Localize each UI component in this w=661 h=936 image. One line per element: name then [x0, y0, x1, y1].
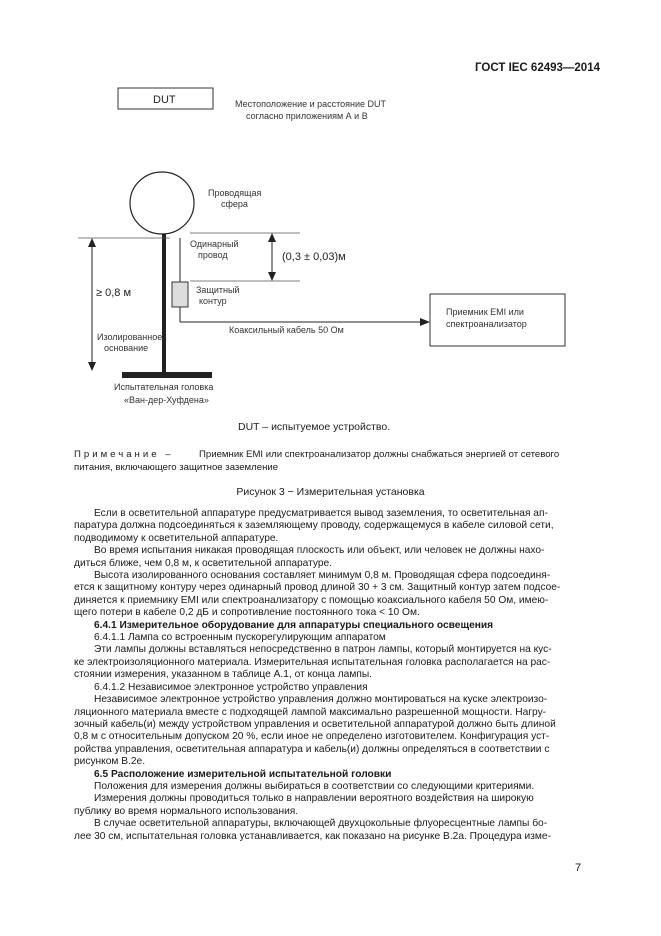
p5-l1: Независимое электронное устройство управления должно монтироваться на куске электроизо-: [94, 694, 548, 706]
cable-label: Коаксильный кабель 50 Ом: [229, 325, 344, 335]
p3-l3: диняется к приемнику EMI или спектроанализатору с помощью коаксиального кабеля 50 Ом, имею-: [74, 594, 549, 606]
p8-l1: В случае осветительной аппаратуры, включающей двухцокольные флуоресцентные лампы бо-: [94, 818, 548, 830]
p4-l2: ке электроизоляционного материала. Измерительная испытательная головка располагается на рас-: [74, 656, 551, 668]
body-text: [74, 508, 584, 843]
p1-l3: подводимому к осветительной аппаратуре.: [74, 532, 279, 544]
page-number: 7: [575, 862, 582, 874]
p4-l3: стоянии измерения, указанном в таблице А.1, от конца лампы.: [74, 669, 372, 681]
sphere-label-1: Проводящая: [208, 188, 262, 198]
protective-contour: [172, 282, 188, 307]
wire-label-1: Одинарный: [190, 239, 239, 249]
mast: [162, 234, 166, 374]
location-label-2: согласно приложениям А и В: [246, 111, 368, 121]
head-label-2: «Ван-дер-Хуфдена»: [124, 395, 209, 405]
head-label-1: Испытательная головка: [114, 382, 214, 392]
sphere-label-2: сфера: [221, 199, 248, 209]
wire-label-2: провод: [198, 250, 228, 260]
p4-l1: Эти лампы должны вставляться непосредственно в патрон лампы, который монтируется на кус-: [94, 644, 552, 656]
note-label: Примечание –: [74, 449, 174, 460]
p6-l1: Положения для измерения должны выбираться в соответствии со следующими критериями.: [94, 780, 535, 792]
p7-l1: Измерения должны проводиться только в направлении вероятного воздействия на широкую: [94, 793, 534, 805]
figure-title: Рисунок 3 − Измерительная установка: [236, 486, 425, 498]
contour-label-1: Защитный: [196, 285, 240, 295]
height-label: ≥ 0,8 м: [96, 287, 132, 299]
p1-l1: Если в осветительной аппаратуре предусматривается вывод заземления, то осветительная ап-: [94, 508, 548, 519]
note-line-1: Приемник EMI или спектроанализатор должны снабжаться энергией от сетевого: [199, 449, 560, 460]
section-6-4-1: 6.4.1 Измерительное оборудование для аппаратуры специального освещения: [94, 619, 494, 631]
p5-l2: ляционного материала вместе с подходящей лампой максимально разрешенной мощности. Нагру-: [74, 706, 547, 718]
p3-l2: ется к защитному контуру через одинарный провод длиной 30 + 3 см. Защитный контур затем подсое-: [74, 582, 561, 594]
standard-header: ГОСТ IEC 62493—2014: [475, 62, 600, 74]
p5-l3: зочный кабель(и) между устройством управления и осветительной аппаратурой должно быть длиной: [74, 718, 556, 730]
p8-l2: лее 30 см, испытательная головка устанавливается, как показано на рисунке В.2а. Процедура изме-: [74, 830, 551, 842]
measurement-setup-diagram: [0, 0, 661, 440]
note-line-2: питания, включающего защитное заземление: [74, 462, 279, 473]
base-label-2: основание: [104, 343, 149, 353]
section-6-4-1-1: 6.4.1.1 Лампа со встроенным пускорегулирующим аппаратом: [94, 632, 386, 644]
receiver-label-1: Приемник EMI или: [446, 307, 524, 317]
section-6-4-1-2: 6.4.1.2 Независимое электронное устройство управления: [94, 681, 368, 693]
p1-l2: паратура должна подсоединяться к заземляющему проводу, содержащемуся в кабеле силовой сети,: [74, 520, 554, 532]
p5-l6: рисунком В.2е.: [74, 756, 146, 768]
dut-box-label: DUT: [153, 94, 176, 106]
location-label-1: Местоположение и расстояние DUT: [235, 99, 387, 109]
p5-l4: 0,8 м с относительным допуском 20 %, если иное не определено изготовителем. Конфигурация уст-: [74, 731, 550, 743]
p7-l2: публику во время нормального использования.: [74, 805, 299, 817]
p2-l2: диться ближе, чем 0,8 м, к осветительной аппаратуре.: [74, 557, 333, 569]
p3-l1: Высота изолированного основания составляет минимум 0,8 м. Проводящая сфера подсоединя-: [94, 570, 551, 582]
test-head-base: [122, 372, 212, 378]
base-label-1: Изолированное: [97, 332, 163, 342]
p3-l4: щего потери в кабеле 0,2 дБ и сопротивление постоянного тока < 10 Ом.: [74, 607, 420, 619]
dut-caption: DUT – испытуемое устройство.: [238, 421, 391, 433]
p2-l1: Во время испытания никакая проводящая плоскость или объект, или человек не должны нахо-: [94, 545, 545, 557]
distance-label: (0,3 ± 0,03)м: [282, 251, 346, 263]
conductive-sphere: [130, 172, 194, 234]
p5-l5: ройства управления, осветительная аппаратура и кабель(и) должны определяться в соответствии с: [74, 743, 550, 755]
section-6-5: 6.5 Расположение измерительной испытательной головки: [94, 768, 392, 780]
contour-label-2: контур: [199, 296, 227, 306]
receiver-label-2: спектроанализатор: [446, 319, 527, 329]
